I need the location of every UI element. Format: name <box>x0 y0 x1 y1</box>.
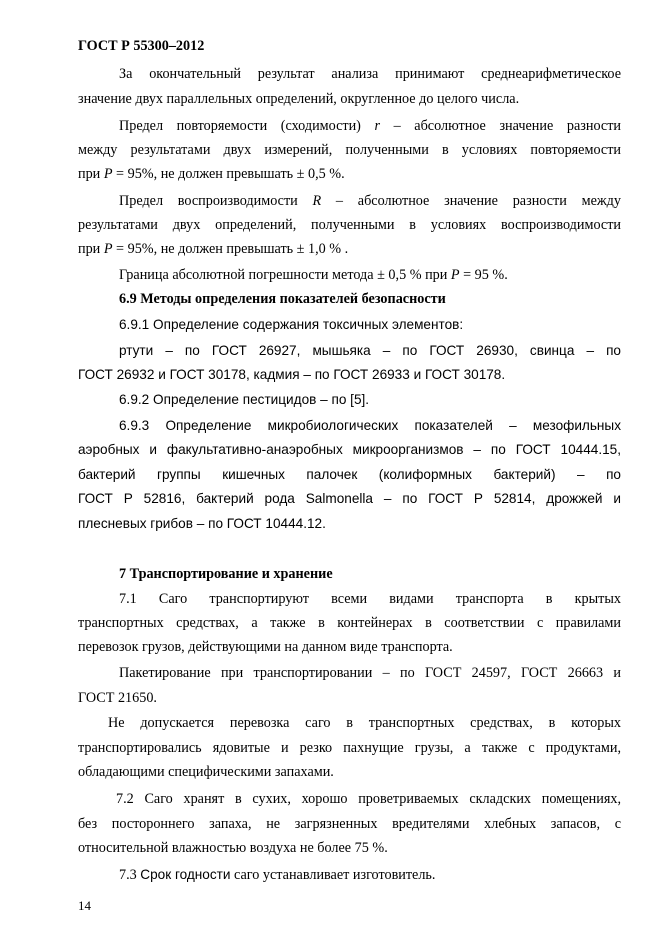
paragraph-line: результатами двух определений, полученными в условиях воспроизводимости <box>78 217 621 233</box>
paragraph-line: 6.9.1 Определение содержания токсичных элементов: <box>119 317 464 332</box>
page-number: 14 <box>78 898 91 913</box>
paragraph-line: Не допускается перевозка саго в транспортных средствах, в которых <box>108 715 621 731</box>
paragraph-line: между результатами двух измерений, полученными в условиях повторяемости <box>78 142 621 158</box>
paragraph-line: без постороннего запаха, не загрязненных вредителями хлебных запасов, с <box>78 816 621 832</box>
paragraph-line: Предел воспроизводимости R – абсолютное значение разности между <box>119 193 621 209</box>
paragraph-line: плесневых грибов – по ГОСТ 10444.12. <box>78 516 326 531</box>
paragraph-line: относительной влажностью воздуха не более 75 %. <box>78 840 388 856</box>
section-heading: 6.9 Методы определения показателей безопасности <box>119 291 446 307</box>
paragraph-line: За окончательный результат анализа принимают среднеарифметическое <box>119 66 621 82</box>
paragraph-line: при P = 95%, не должен превышать ± 1,0 % . <box>78 241 349 257</box>
paragraph-line: аэробных и факультативно-анаэробных микроорганизмов – по ГОСТ 10444.15, <box>78 442 621 457</box>
paragraph-line: Пакетирование при транспортировании – по ГОСТ 24597, ГОСТ 26663 и <box>119 665 621 681</box>
paragraph-line: 7.1 Саго транспортируют всеми видами транспорта в крытых <box>119 591 621 607</box>
paragraph-line: ртути – по ГОСТ 26927, мышьяка – по ГОСТ 26930, свинца – по <box>119 343 621 358</box>
paragraph-line: 7.3 Срок годности саго устанавливает изготовитель. <box>119 867 436 883</box>
paragraph-line: обладающими специфическими запахами. <box>78 764 334 780</box>
section-heading: 7 Транспортирование и хранение <box>119 566 333 582</box>
paragraph-line: транспортных средствах, а также в контейнерах в соответствии с правилами <box>78 615 621 631</box>
paragraph-line: бактерий группы кишечных палочек (колиформных бактерий) – по <box>78 467 621 482</box>
paragraph-line: транспортировались ядовитые и резко пахнущие грузы, а также с продуктами, <box>78 740 621 756</box>
paragraph-line: перевозок грузов, действующими на данном виде транспорта. <box>78 639 453 655</box>
paragraph-line: Граница абсолютной погрешности метода ± 0,5 % при P = 95 %. <box>119 267 508 283</box>
paragraph-line: 6.9.3 Определение микробиологических показателей – мезофильных <box>119 418 621 433</box>
document-header: ГОСТ Р 55300–2012 <box>78 38 205 54</box>
paragraph-line: Предел повторяемости (сходимости) r – абсолютное значение разности <box>119 118 621 134</box>
paragraph-line: ГОСТ Р 52816, бактерий рода Salmonella – по ГОСТ Р 52814, дрожжей и <box>78 491 621 506</box>
paragraph-line: 6.9.2 Определение пестицидов – по [5]. <box>119 392 370 407</box>
paragraph-line: ГОСТ 21650. <box>78 690 157 706</box>
paragraph-line: при P = 95%, не должен превышать ± 0,5 %. <box>78 166 345 182</box>
paragraph-line: ГОСТ 26932 и ГОСТ 30178, кадмия – по ГОСТ 26933 и ГОСТ 30178. <box>78 367 506 382</box>
paragraph-line: 7.2 Саго хранят в сухих, хорошо проветриваемых складских помещениях, <box>116 791 621 807</box>
paragraph-line: значение двух параллельных определений, округленное до целого числа. <box>78 91 520 107</box>
